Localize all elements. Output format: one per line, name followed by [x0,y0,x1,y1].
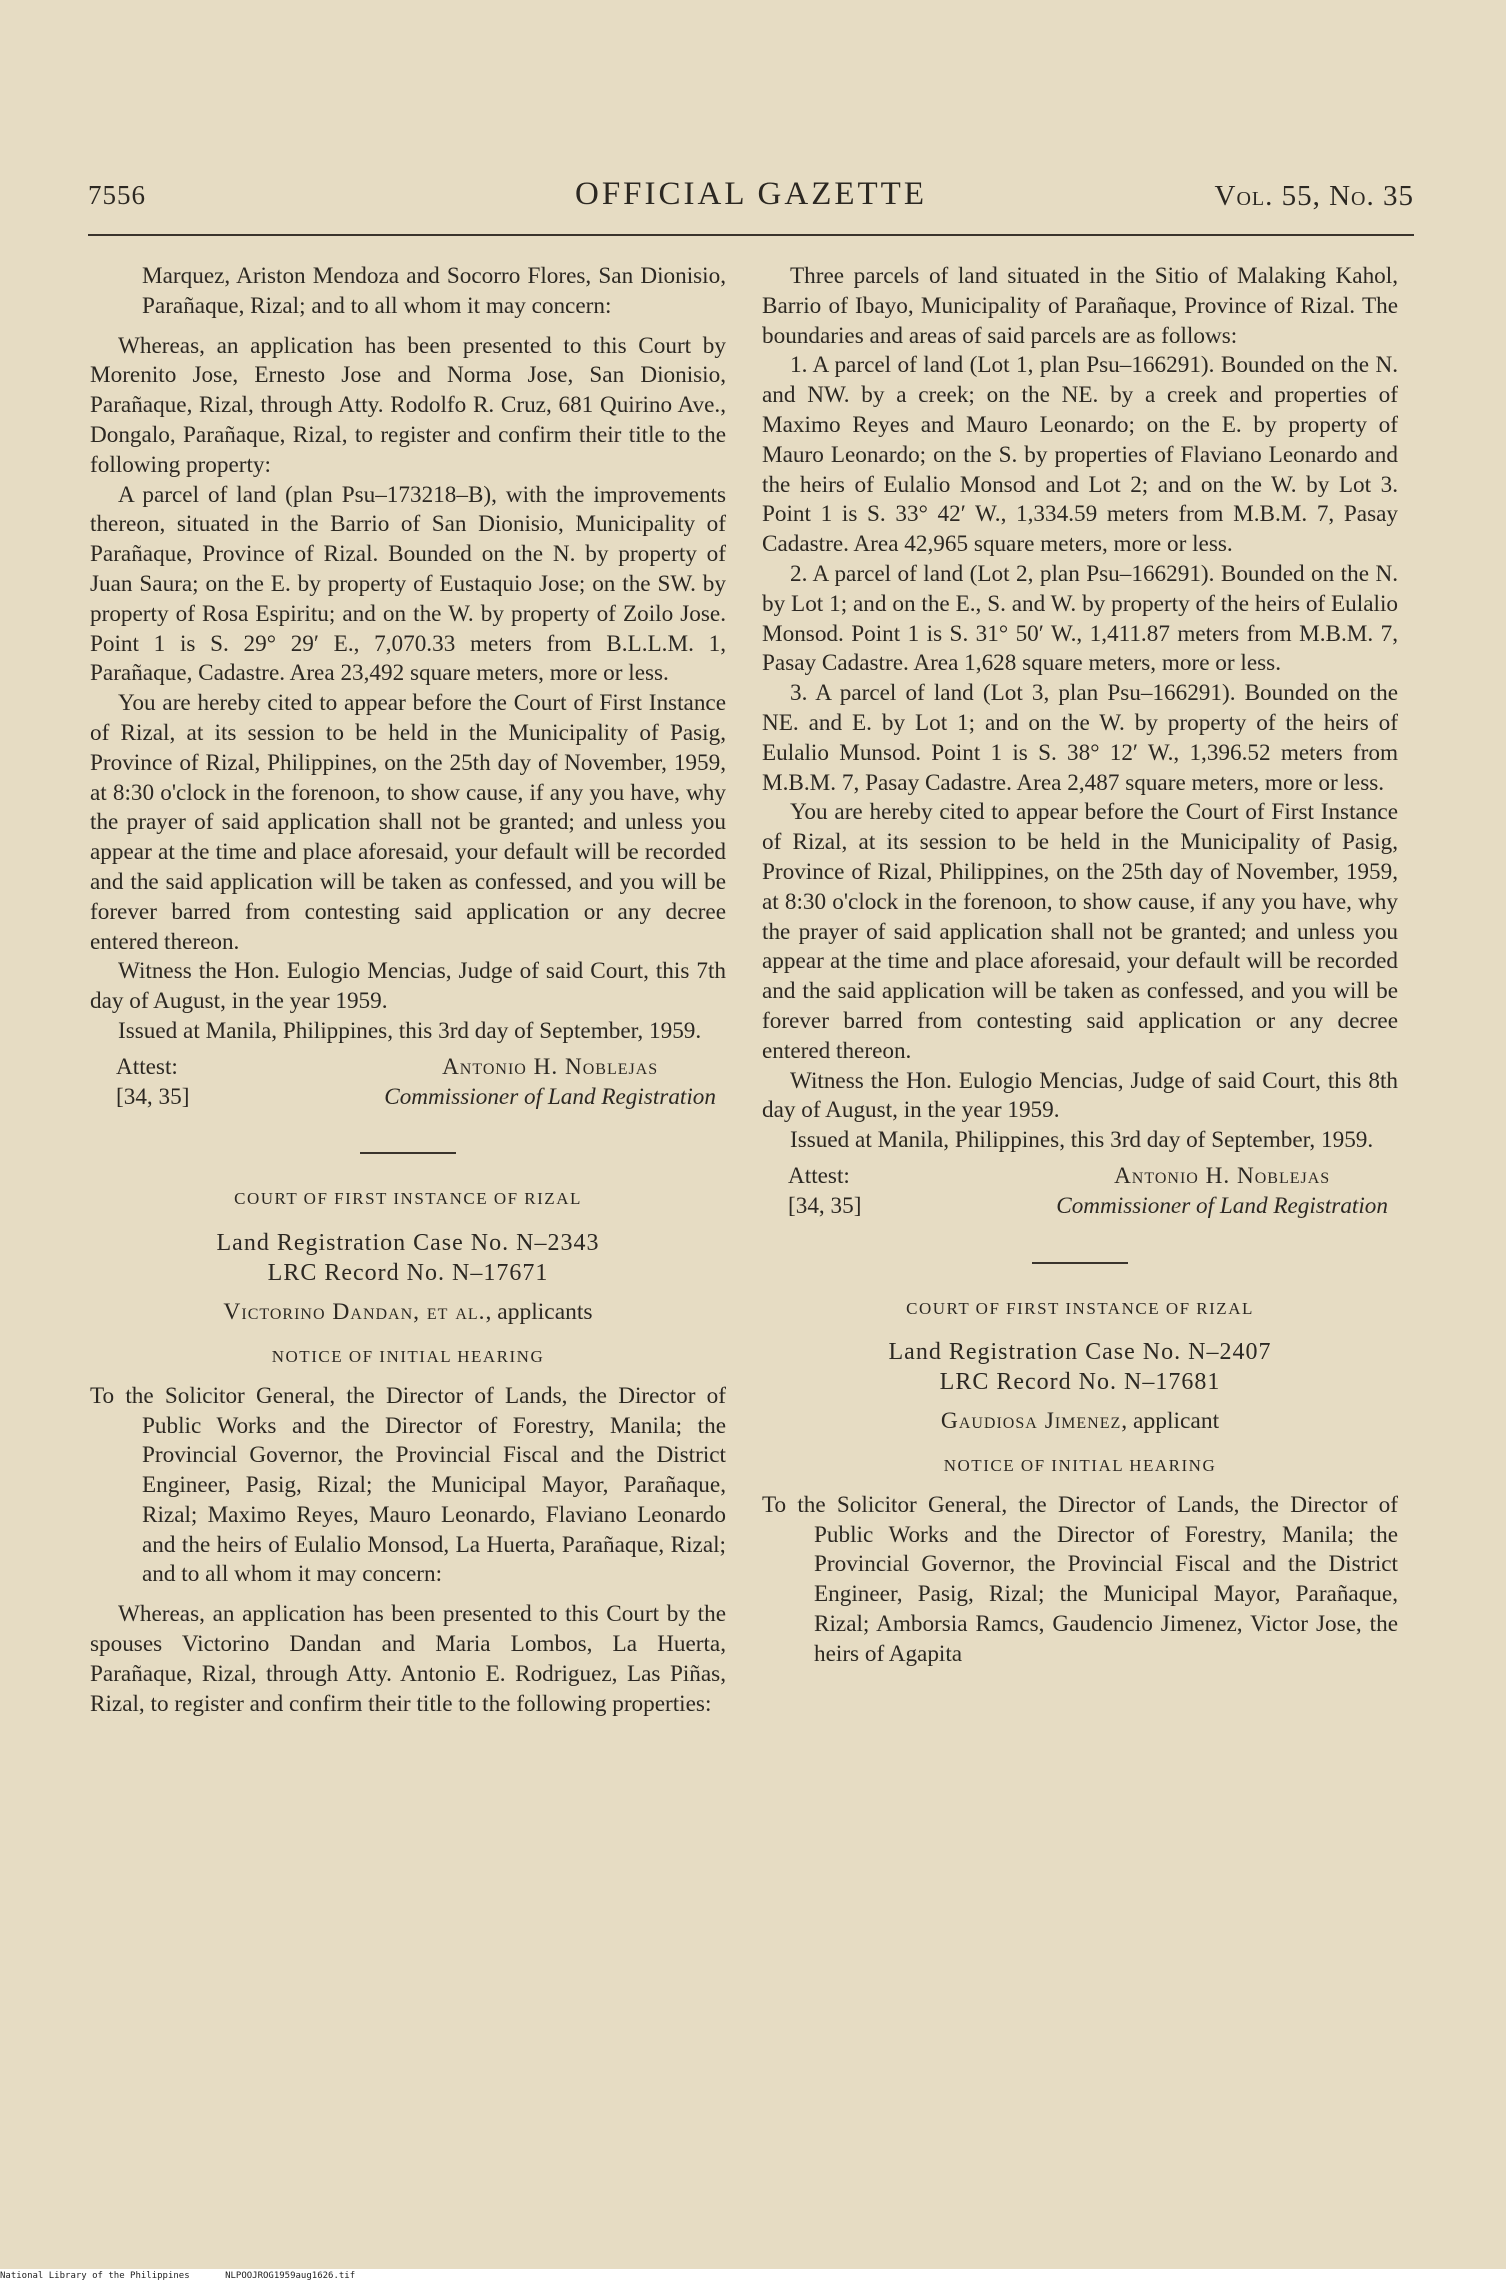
whereas-paragraph: Whereas, an application has been presented to this Court by Morenito Jose, Ernesto Jose and Norma Jose, San Dionisio, Parañaque, Rizal, through Atty. Rodolfo R. Cruz, 681 Quirino Ave., Dongalo, Parañaque, Rizal, to register and confirm their title to the following property: [90,332,726,478]
volume-number: Vol. 55, No. 35 [1214,180,1414,212]
whereas-paragraph-2: Whereas, an application has been presented to this Court by the spouses Victorino Dandan and Maria Lombos, La Huerta, Parañaque, Rizal, through Atty. Antonio E. Rodriguez, Las Piñas, Rizal, to register and confirm their title to the following properties: [90,1601,726,1717]
issued-paragraph-2: Issued at Manila, Philippines, this 3rd day of September, 1959. [790,1127,1374,1154]
page-number: 7556 [88,180,146,210]
addressees-2: To the Solicitor General, the Director of Lands, the Director of Public Works and the Director of Forestry, Manila; the Provincial Governor, the Provincial Fiscal and the District Engineer, Pasig, Rizal; the Municipal Mayor, Parañaque, Rizal; Amborsia Ramcs, Gaudencio Jimenez, Victor Jose, the heirs of Agapita [762,1491,1398,1667]
attest-block [90,1053,726,1113]
header-rule [88,234,1414,236]
case-number: Land Registration Case No. N–2343 [216,1230,600,1257]
lrc-record-number: LRC Record No. N–17671 [267,1260,549,1287]
applicant-line [90,1298,726,1328]
section-divider-2 [1032,1262,1128,1264]
attest-label: Attest: [116,1053,178,1080]
section-divider [360,1152,456,1154]
court-heading: COURT OF FIRST INSTANCE OF RIZAL [234,1189,582,1209]
scan-footer [0,2269,1506,2283]
parcels-intro: Three parcels of land situated in the Sitio of Malaking Kahol, Barrio of Ibayo, Municipality of Parañaque, Province of Rizal. The boundaries and areas of said parcels are as follows: [762,263,1398,349]
signer-title: Commissioner of Land Registration [1056,1192,1388,1219]
applicant-suffix-2: , applicant [1121,1408,1220,1435]
notice-intro: Marquez, Ariston Mendoza and Socorro Flores, San Dionisio, Parañaque, Rizal; and to all whom it may concern: [142,263,726,319]
case-heading [90,1228,726,1288]
case-heading-2 [762,1337,1398,1397]
citation-paragraph: You are hereby cited to appear before the Court of First Instance of Rizal, at its session to be held in the Municipality of Pasig, Province of Rizal, Philippines, on the 25th day of November, 1959, at 8:30 o'clock in the forenoon, to show cause, if any you have, why the prayer of said application shall not be granted; and unless you appear at the time and place aforesaid, your default will be recorded and the said application will be taken as confessed, and you will be forever barred from contesting said application or any decree entered thereon. [90,690,726,955]
witness-paragraph-2: Witness the Hon. Eulogio Mencias, Judge of said Court, this 8th day of August, in the year 1959. [762,1067,1398,1124]
file-name: NLPOOJROG1959aug1626.tif [225,2271,356,2281]
notice-heading: NOTICE OF INITIAL HEARING [271,1346,545,1366]
library-credit: National Library of the Philippines [0,2271,190,2281]
issued-paragraph: Issued at Manila, Philippines, this 3rd day of September, 1959. [118,1017,702,1044]
parcel-lot-1: 1. A parcel of land (Lot 1, plan Psu–166291). Bounded on the N. and NW. by a creek; on the NE. by a creek and properties of Maximo Reyes and Mauro Leonardo; on the E. by property of Mauro Leonardo; on the S. by properties of Flaviano Leonardo and the heirs of Eulalio Monsod and Lot 2; and on the W. by Lot 3. Point 1 is S. 33° 42′ W., 1,334.59 meters from M.B.M. 7, Pasay Cadastre. Area 42,965 square meters, more or less. [762,352,1398,558]
signer-title: Commissioner of Land Registration [384,1083,716,1110]
attest-block-2 [762,1162,1398,1222]
addressees: To the Solicitor General, the Director of Lands, the Director of Public Works and the Director of Forestry, Manila; the Provincial Governor, the Provincial Fiscal and the District Engineer, Pasig, Rizal; the Municipal Mayor, Parañaque, Rizal; Maximo Reyes, Mauro Leonardo, Flaviano Leonardo and the heirs of Eulalio Monsod, La Huerta, Parañaque, Rizal; and to all whom it may concern: [90,1382,726,1588]
lrc-record-number-2: LRC Record No. N–17681 [939,1369,1221,1396]
attest-label: Attest: [788,1162,850,1189]
applicant-suffix: , applicants [485,1299,593,1326]
court-heading-2: COURT OF FIRST INSTANCE OF RIZAL [906,1298,1254,1318]
publication-title: OFFICIAL GAZETTE [575,176,927,212]
right-column [762,262,1398,1670]
signer-name: Antonio H. Noblejas [442,1053,659,1080]
property-description: A parcel of land (plan Psu–173218–B), with the improvements thereon, situated in the Barrio of San Dionisio, Municipality of Parañaque, Province of Rizal. Bounded on the N. by property of Juan Saura; on the E. by property of Eustaquio Jose; on the SW. by property of Rosa Espiritu; and on the W. by property of Zoilo Jose. Point 1 is S. 29° 29′ E., 7,070.33 meters from B.L.L.M. 1, Parañaque, Cadastre. Area 23,492 square meters, more or less. [90,481,726,687]
page-header [88,176,1414,220]
attest-ref: [34, 35] [116,1083,190,1110]
citation-paragraph-2: You are hereby cited to appear before the Court of First Instance of Rizal, at its session to be held in the Municipality of Pasig, Province of Rizal, Philippines, on the 25th day of November, 1959, at 8:30 o'clock in the forenoon, to show cause, if any you have, why the prayer of said application shall not be granted; and unless you appear at the time and place aforesaid, your default will be recorded and the said application will be taken as confessed, and you will be forever barred from contesting said application or any decree entered thereon. [762,799,1398,1064]
attest-ref: [34, 35] [788,1192,862,1219]
parcel-lot-2: 2. A parcel of land (Lot 2, plan Psu–166291). Bounded on the N. by Lot 1; and on the E., S. and W. by property of the heirs of Eulalio Monsod. Point 1 is S. 31° 50′ W., 1,411.87 meters from M.B.M. 7, Pasay Cadastre. Area 1,628 square meters, more or less. [762,560,1398,677]
signer-name: Antonio H. Noblejas [1114,1162,1331,1189]
applicant-name: Victorino Dandan, et al. [223,1299,486,1326]
witness-paragraph: Witness the Hon. Eulogio Mencias, Judge of said Court, this 7th day of August, in the year 1959. [90,958,726,1015]
left-column [90,262,726,1719]
applicant-line-2 [762,1407,1398,1437]
notice-heading-2: NOTICE OF INITIAL HEARING [943,1456,1217,1476]
case-number-2: Land Registration Case No. N–2407 [888,1339,1272,1366]
parcel-lot-3: 3. A parcel of land (Lot 3, plan Psu–166291). Bounded on the NE. and E. by Lot 1; and on the W. by property of the heirs of Eulalio Munsod. Point 1 is S. 38° 12′ W., 1,396.52 meters from M.B.M. 7, Pasay Cadastre. Area 2,487 square meters, more or less. [762,680,1398,796]
applicant-name-2: Gaudiosa Jimenez [940,1408,1122,1435]
